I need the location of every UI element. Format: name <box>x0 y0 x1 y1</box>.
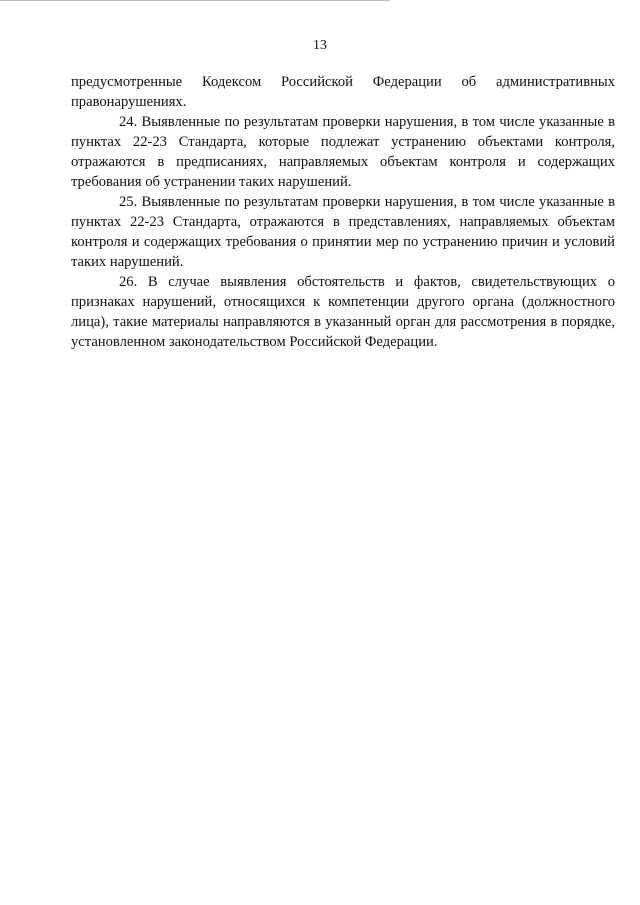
top-rule <box>0 0 390 1</box>
paragraph-continuation: предусмотренные Кодексом Российской Федерации об административных правонарушениях. <box>71 74 615 110</box>
paragraph-24: 24. Выявленные по результатам проверки нарушения, в том числе указанные в пунктах 22-23 Стандарта, которые подлежат устранению объектами контроля, отражаются в предписаниях, направляемых объектам контроля и содержащих требования об устранении таких нарушений. <box>71 114 615 190</box>
document-body <box>71 72 615 352</box>
paragraph-26: 26. В случае выявления обстоятельств и фактов, свидетельствующих о признаках нарушений, относящихся к компетенции другого органа (должностного лица), такие материалы направляются в указанный орган для рассмотрения в порядке, установленном законодательством Российской Федерации. <box>71 274 615 350</box>
page-number: 13 <box>313 38 327 53</box>
paragraph-25: 25. Выявленные по результатам проверки нарушения, в том числе указанные в пунктах 22-23 Стандарта, отражаются в представлениях, направляемых объектам контроля и содержащих требования о принятии мер по устранению причин и условий таких нарушений. <box>71 194 615 270</box>
